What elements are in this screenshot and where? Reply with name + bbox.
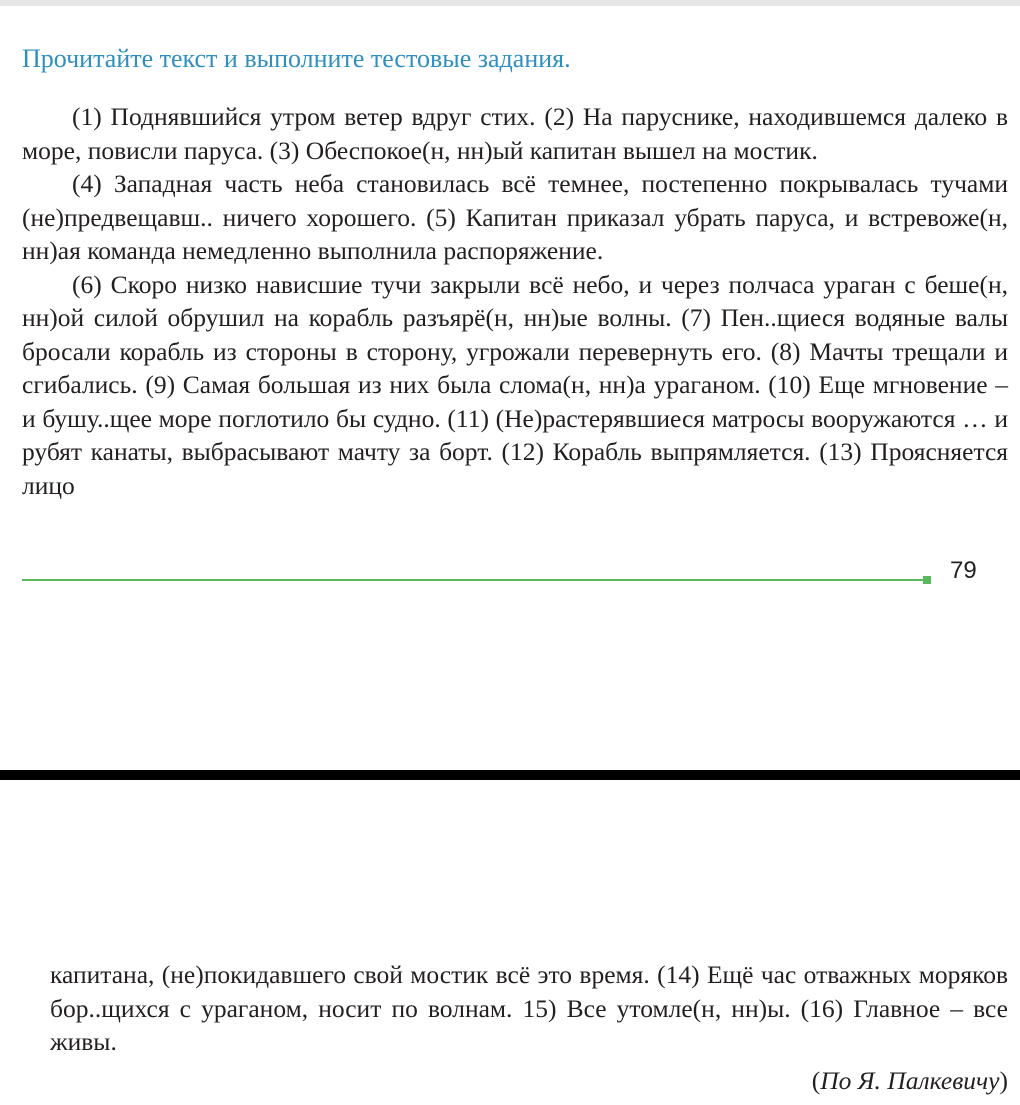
page-number: 79: [950, 557, 977, 584]
paragraph-3: (6) Скоро низко нависшие тучи закрыли всё небо, и через полчаса ураган с беше(н, нн)ой силой обрушил на корабль разъярё(н, нн)ые волны. (7) Пен..щиеся водяные валы бросали корабль из стороны в сторону, угрожали перевернуть его. (8) Мачты трещали и сгибались. (9) Самая большая из них была слома(н, нн)а ураганом. (10) Еще мгновение – и бушу..щее море поглотило бы судно. (11) (Не)растерявшиеся матросы вооружаются … и рубят канаты, выбрасывают мачту за борт. (12) Корабль выпрямляется. (13) Проясняется лицо: [22, 269, 1008, 500]
attribution-author: По Я. Палкевичу: [820, 1066, 1000, 1095]
page-footer-marker: [923, 576, 931, 584]
paragraph-1: (1) Поднявшийся утром ветер вдруг стих. (2) На паруснике, находившемся далеко в море, повисли паруса. (3) Обеспокое(н, нн)ый капитан вышел на мостик.: [22, 102, 1008, 165]
paragraph-continuation: капитана, (не)покидавшего свой мостик всё это время. (14) Ещё час отважных моряков бор..щихся с ураганом, носит по волнам. 15) Все утомле(н, нн)ы. (16) Главное – все живы.: [50, 960, 1008, 1056]
top-edge-band: [0, 0, 1020, 6]
paragraph-2: (4) Западная часть неба становилась всё темнее, постепенно покрывалась тучами (не)предвещавш.. ничего хорошего. (5) Капитан приказал убрать паруса, и встревоже(н, нн)ая команда немедленно выполнила распоряжение.: [22, 169, 1008, 265]
text-block-bottom: [50, 958, 1008, 1059]
source-attribution: (По Я. Палкевичу): [811, 1066, 1008, 1095]
task-heading: Прочитайте текст и выполните тестовые задания.: [22, 44, 571, 73]
text-block-top: [22, 100, 1008, 502]
page-separator-bar: [0, 770, 1020, 780]
page-footer-rule: [22, 579, 927, 581]
